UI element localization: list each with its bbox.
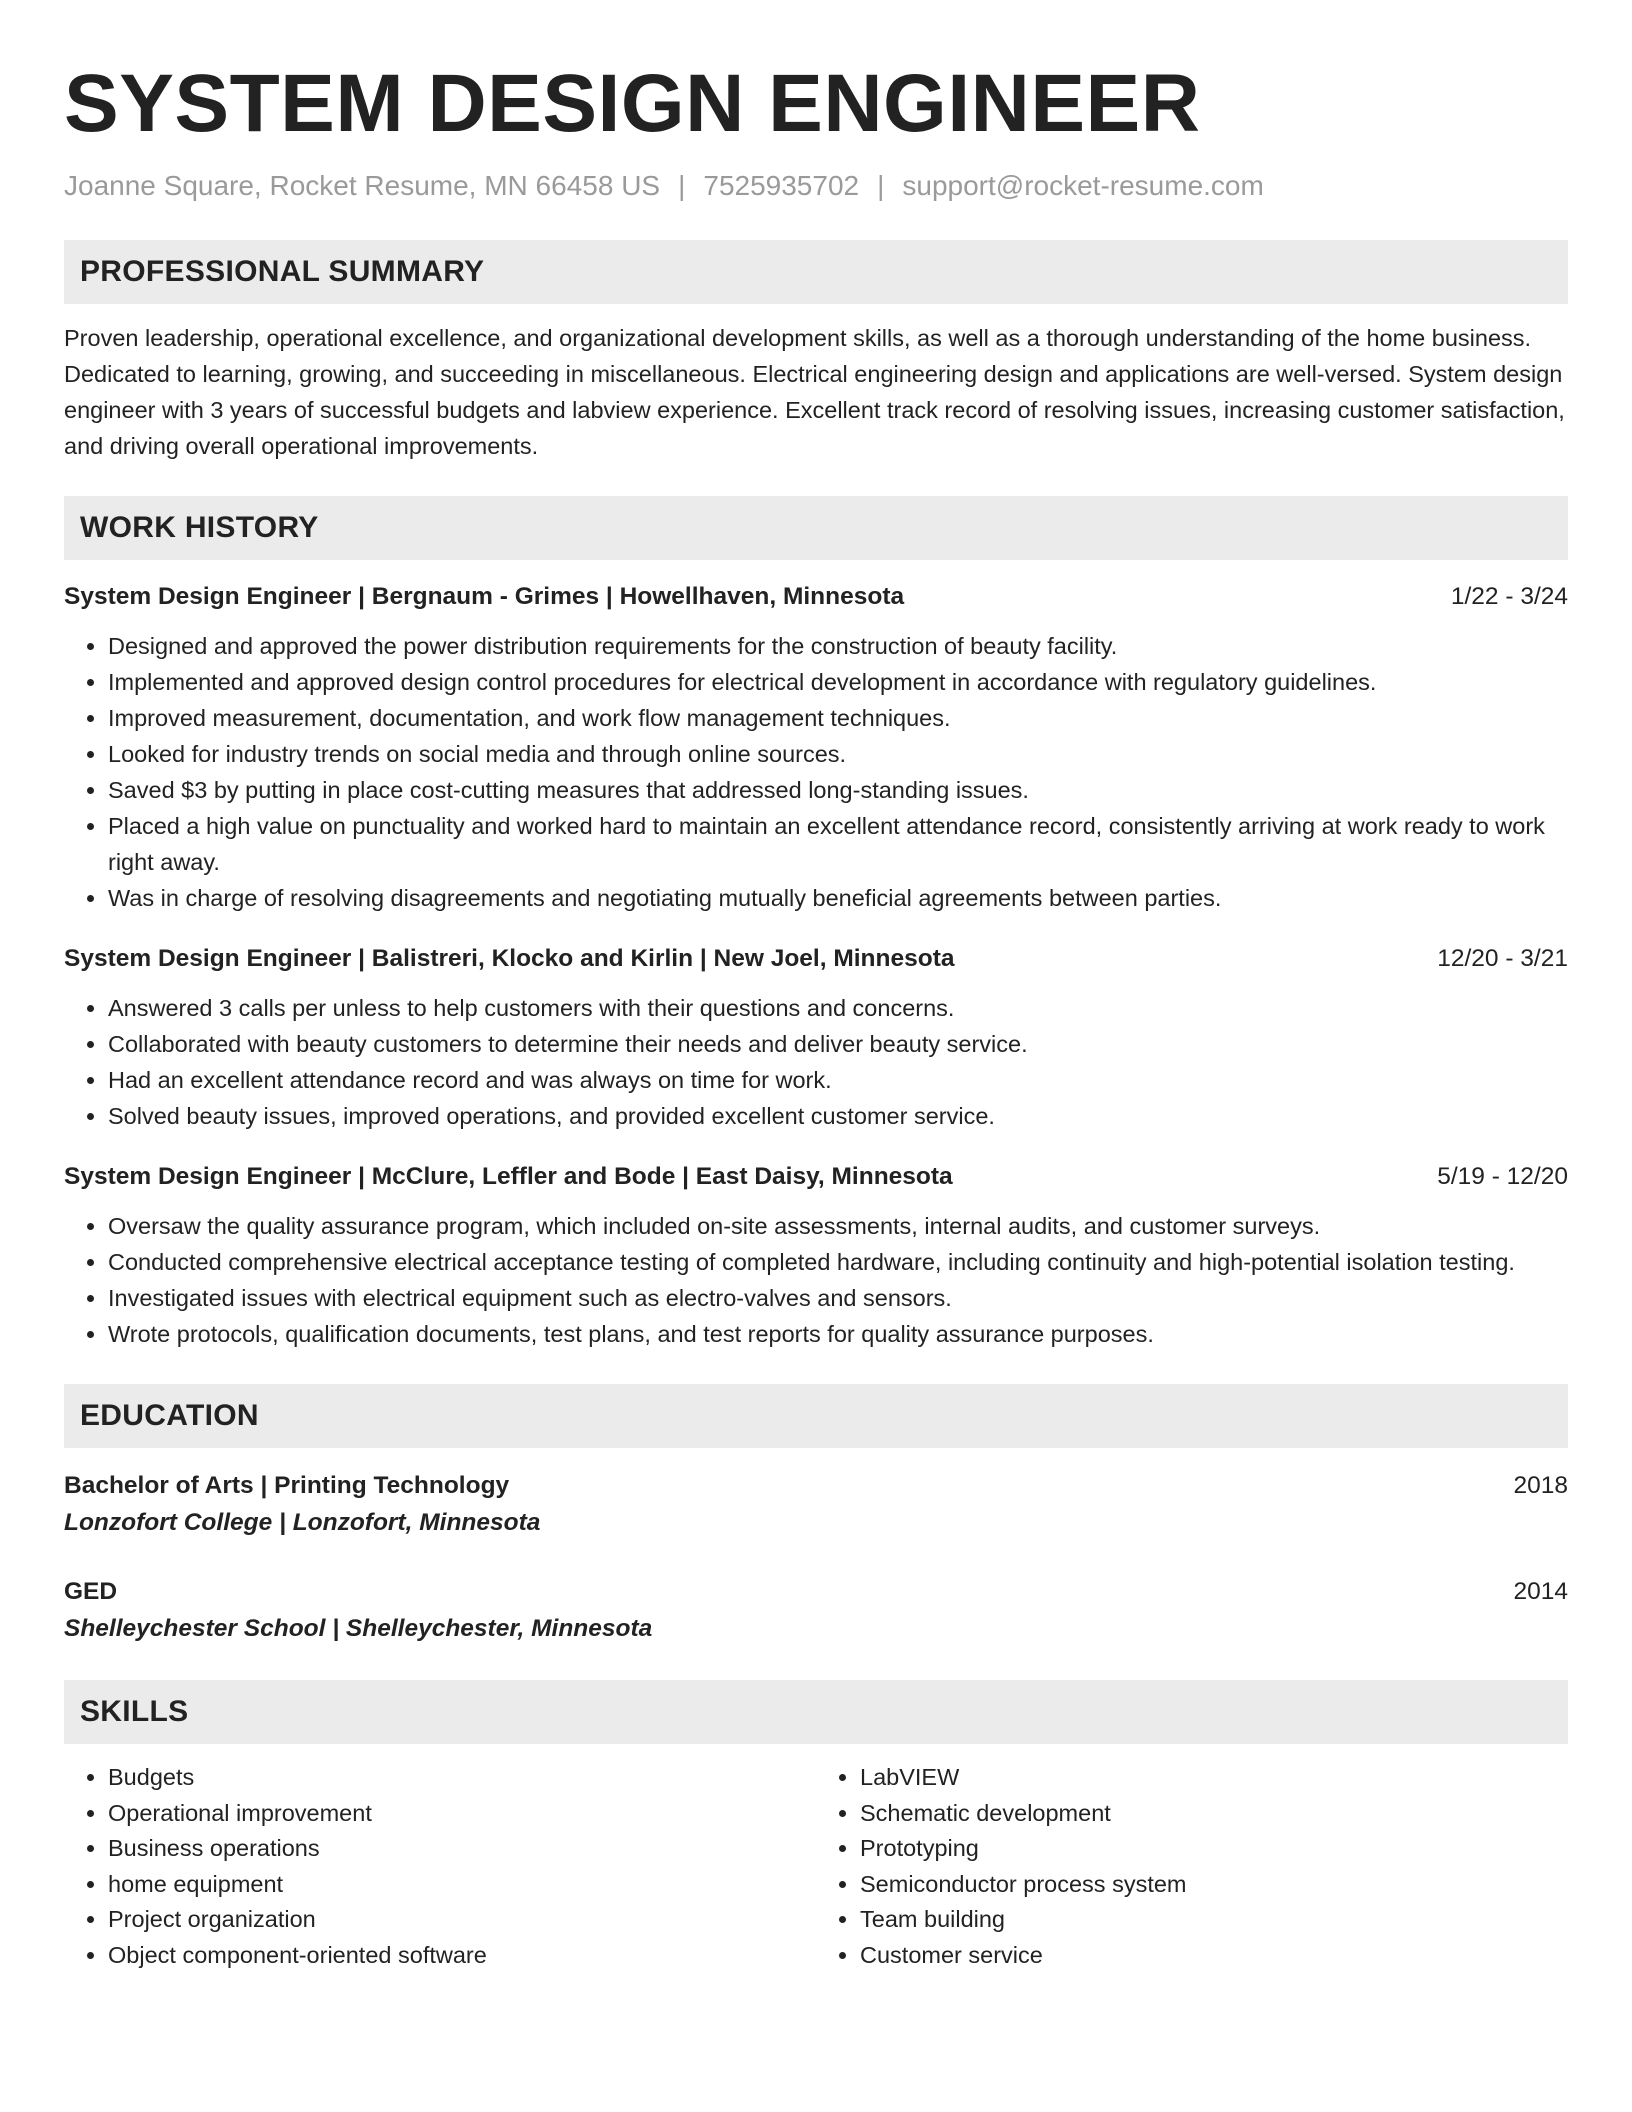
list-item: • LabVIEW — [860, 1760, 1568, 1796]
summary-text: Proven leadership, operational excellence, and organizational development skills, as well as a thorough understanding of the home business. Dedicated to learning, growing, and succeeding in miscellaneous. Electrical engineering design and applications are well-versed. System design engineer with 3 years of successful budgets and labview experience. Excellent track record of resolving issues, increasing customer satisfaction, and driving overall operational improvements. — [64, 325, 1565, 459]
list-item: • Implemented and approved design control procedures for electrical development in accordance with regulatory guidelines. — [108, 664, 1568, 700]
list-item: • Designed and approved the power distribution requirements for the construction of beauty facility. — [108, 628, 1568, 664]
job-header — [64, 942, 1568, 976]
contact-email: support@rocket-resume.com — [902, 170, 1264, 201]
education-year: 2018 — [1513, 1472, 1568, 1499]
list-item: • Saved $3 by putting in place cost-cutting measures that addressed long-standing issues. — [108, 772, 1568, 808]
job-title: System Design Engineer | Balistreri, Klocko and Kirlin | New Joel, Minnesota — [64, 945, 955, 972]
list-item: • home equipment — [108, 1867, 816, 1903]
education-entry — [64, 1468, 1568, 1542]
skills-section — [64, 1680, 1568, 1973]
list-item: • Solved beauty issues, improved operations, and provided excellent customer service. — [108, 1098, 1568, 1134]
list-item: • Collaborated with beauty customers to determine their needs and deliver beauty service. — [108, 1026, 1568, 1062]
list-item: • Team building — [860, 1902, 1568, 1938]
work-history-section — [64, 496, 1568, 1352]
education-school: Lonzofort College | Lonzofort, Minnesota — [64, 1509, 541, 1536]
job-dates: 1/22 - 3/24 — [1450, 583, 1568, 610]
job-bullets — [64, 990, 1568, 1134]
list-item: • Had an excellent attendance record and was always on time for work. — [108, 1062, 1568, 1098]
job-bullets — [64, 628, 1568, 916]
list-item: • Prototyping — [860, 1831, 1568, 1867]
list-item: • Object component-oriented software — [108, 1938, 816, 1974]
contact-address: Joanne Square, Rocket Resume, MN 66458 US — [64, 170, 661, 201]
job-title: System Design Engineer | McClure, Leffler and Bode | East Daisy, Minnesota — [64, 1163, 953, 1190]
education-header — [64, 1574, 1568, 1610]
skills-list-left — [64, 1760, 816, 1973]
contact-line — [64, 168, 1568, 204]
education-school: Shelleychester School | Shelleychester, Minnesota — [64, 1615, 653, 1642]
job-title: System Design Engineer | Bergnaum - Grimes | Howellhaven, Minnesota — [64, 583, 905, 610]
education-year: 2014 — [1513, 1578, 1568, 1605]
list-item: • Semiconductor process system — [860, 1867, 1568, 1903]
education-degree: GED — [64, 1578, 118, 1605]
contact-separator: | — [678, 170, 686, 201]
skills-columns — [64, 1760, 1568, 1973]
list-item: • Conducted comprehensive electrical acceptance testing of completed hardware, including continuity and high-potential isolation testing. — [108, 1244, 1568, 1280]
skills-list-right — [816, 1760, 1568, 1973]
education-header — [64, 1468, 1568, 1504]
list-item: • Project organization — [108, 1902, 816, 1938]
job-entry — [64, 942, 1568, 1134]
job-header — [64, 1160, 1568, 1194]
list-item: • Investigated issues with electrical equipment such as electro-valves and sensors. — [108, 1280, 1568, 1316]
summary-section — [64, 240, 1568, 464]
candidate-title: SYSTEM DESIGN ENGINEER — [64, 58, 1201, 149]
section-heading-work: WORK HISTORY — [64, 496, 1568, 560]
list-item: • Was in charge of resolving disagreements and negotiating mutually beneficial agreements between parties. — [108, 880, 1568, 916]
education-entry — [64, 1574, 1568, 1648]
list-item: • Wrote protocols, qualification documents, test plans, and test reports for quality assurance purposes. — [108, 1316, 1568, 1352]
list-item: • Oversaw the quality assurance program, which included on-site assessments, internal audits, and customer surveys. — [108, 1208, 1568, 1244]
education-section — [64, 1384, 1568, 1648]
list-item: • Customer service — [860, 1938, 1568, 1974]
list-item: • Looked for industry trends on social media and through online sources. — [108, 736, 1568, 772]
list-item: • Improved measurement, documentation, and work flow management techniques. — [108, 700, 1568, 736]
education-degree: Bachelor of Arts | Printing Technology — [64, 1472, 510, 1499]
job-header — [64, 580, 1568, 614]
job-bullets — [64, 1208, 1568, 1352]
section-heading-summary: PROFESSIONAL SUMMARY — [64, 240, 1568, 304]
list-item: • Budgets — [108, 1760, 816, 1796]
list-item: • Business operations — [108, 1831, 816, 1867]
job-dates: 5/19 - 12/20 — [1437, 1163, 1568, 1190]
job-entry — [64, 1160, 1568, 1352]
list-item: • Schematic development — [860, 1796, 1568, 1832]
job-dates: 12/20 - 3/21 — [1437, 945, 1568, 972]
job-entry — [64, 580, 1568, 916]
list-item: • Answered 3 calls per unless to help customers with their questions and concerns. — [108, 990, 1568, 1026]
list-item: • Operational improvement — [108, 1796, 816, 1832]
section-heading-education: EDUCATION — [64, 1384, 1568, 1448]
contact-separator: | — [877, 170, 885, 201]
list-item: • Placed a high value on punctuality and worked hard to maintain an excellent attendance record, consistently arriving at work ready to work right away. — [108, 808, 1568, 880]
section-heading-skills: SKILLS — [64, 1680, 1568, 1744]
contact-phone: 7525935702 — [703, 170, 860, 201]
